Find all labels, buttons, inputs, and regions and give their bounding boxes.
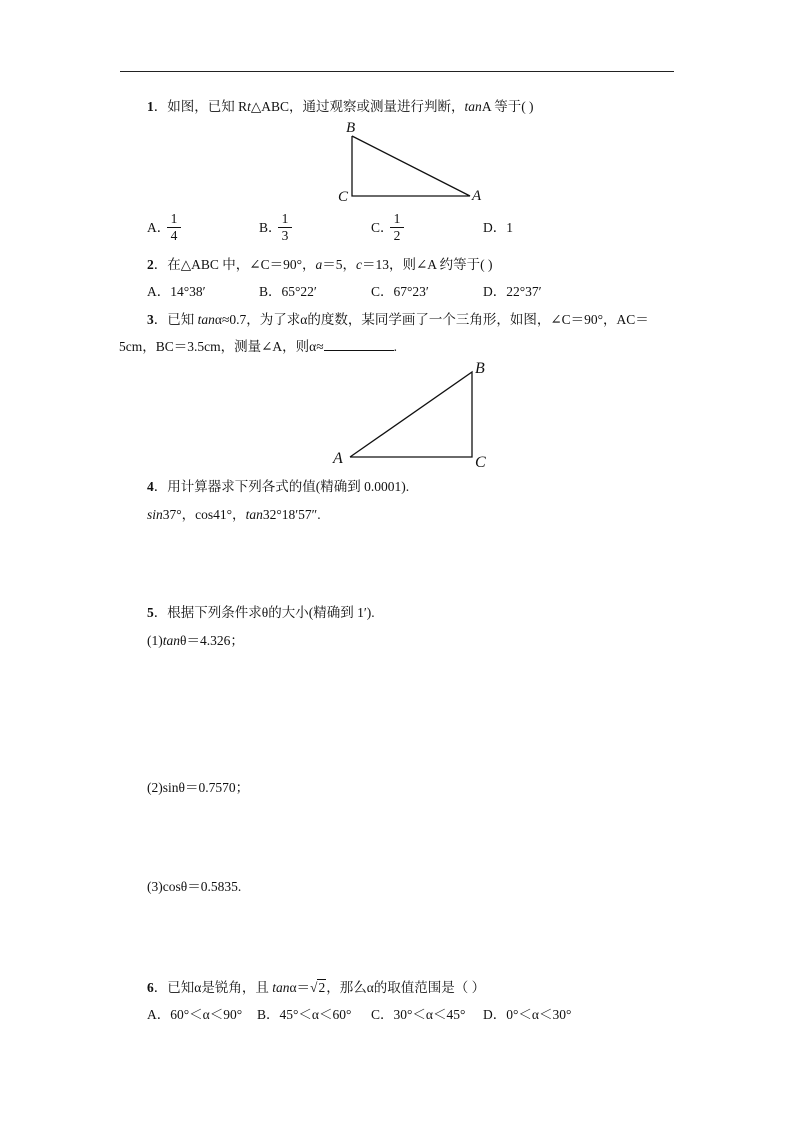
- q3-stem-line2: 5cm，BC＝3.5cm，测量∠A，则α≈ .: [119, 339, 398, 354]
- q1-label-b: B: [346, 120, 356, 136]
- q5-sub2: (2)sinθ＝0.7570；: [147, 780, 250, 795]
- q6-number: 6: [147, 980, 154, 995]
- q3-number: 3: [147, 312, 154, 327]
- q3-label-c: C: [475, 454, 486, 471]
- q3-stem-line1: 3．已知 tanα≈0.7，为了求α的度数，某同学画了一个三角形，如图，∠C＝90°，AC＝: [147, 312, 649, 327]
- q1-option-a-fraction: $\frac{1}{4}$: [167, 212, 181, 243]
- q6-stem: 6．已知α是锐角，且 tanα＝√2，那么α的取值范围是（ ）: [147, 980, 486, 995]
- q6-option-b: B．45°＜α＜60°: [257, 1007, 352, 1022]
- q1-option-d: D．1: [483, 220, 513, 235]
- q5-stem: 5．根据下列条件求θ的大小(精确到 1′).: [147, 605, 375, 620]
- q6-option-a: A．60°＜α＜90°: [147, 1007, 243, 1022]
- q4-number: 4: [147, 479, 154, 494]
- q1-stem: 1．如图，已知 Rt△ABC，通过观察或测量进行判断，tanA 等于( ): [147, 99, 534, 114]
- q2-option-d: D．22°37′: [483, 284, 542, 299]
- q1-number: 1: [147, 99, 154, 114]
- q3-label-b: B: [475, 360, 485, 377]
- q5-sub1: (1)tanθ＝4.326；: [147, 633, 244, 648]
- q6-sqrt: √2: [310, 980, 326, 995]
- q2-option-c: C．67°23′: [371, 284, 429, 299]
- q2-stem: 2．在△ABC 中，∠C＝90°，a＝5，c＝13，则∠A 约等于( ): [147, 257, 493, 272]
- q1-option-c-label: C．: [371, 220, 394, 235]
- q1-label-a: A: [472, 188, 482, 204]
- q1-option-b-fraction: $\frac{1}{3}$: [278, 212, 292, 243]
- q2-number: 2: [147, 257, 154, 272]
- q3-label-a: A: [333, 450, 343, 467]
- q5-sub3: (3)cosθ＝0.5835.: [147, 879, 242, 894]
- q4-expressions: sin37°，cos41°，tan32°18′57″.: [147, 507, 321, 522]
- q2-option-a: A．14°38′: [147, 284, 206, 299]
- q1-option-a-label: A．: [147, 220, 171, 235]
- q6-option-c: C．30°＜α＜45°: [371, 1007, 466, 1022]
- q1-option-b-label: B．: [259, 220, 282, 235]
- q2-option-b: B．65°22′: [259, 284, 317, 299]
- q1-label-c: C: [338, 189, 349, 205]
- q6-option-d: D．0°＜α＜30°: [483, 1007, 572, 1022]
- q4-stem: 4．用计算器求下列各式的值(精确到 0.0001).: [147, 479, 410, 494]
- q5-number: 5: [147, 605, 154, 620]
- q3-triangle: [350, 372, 472, 457]
- q1-option-c-fraction: $\frac{1}{2}$: [390, 212, 404, 243]
